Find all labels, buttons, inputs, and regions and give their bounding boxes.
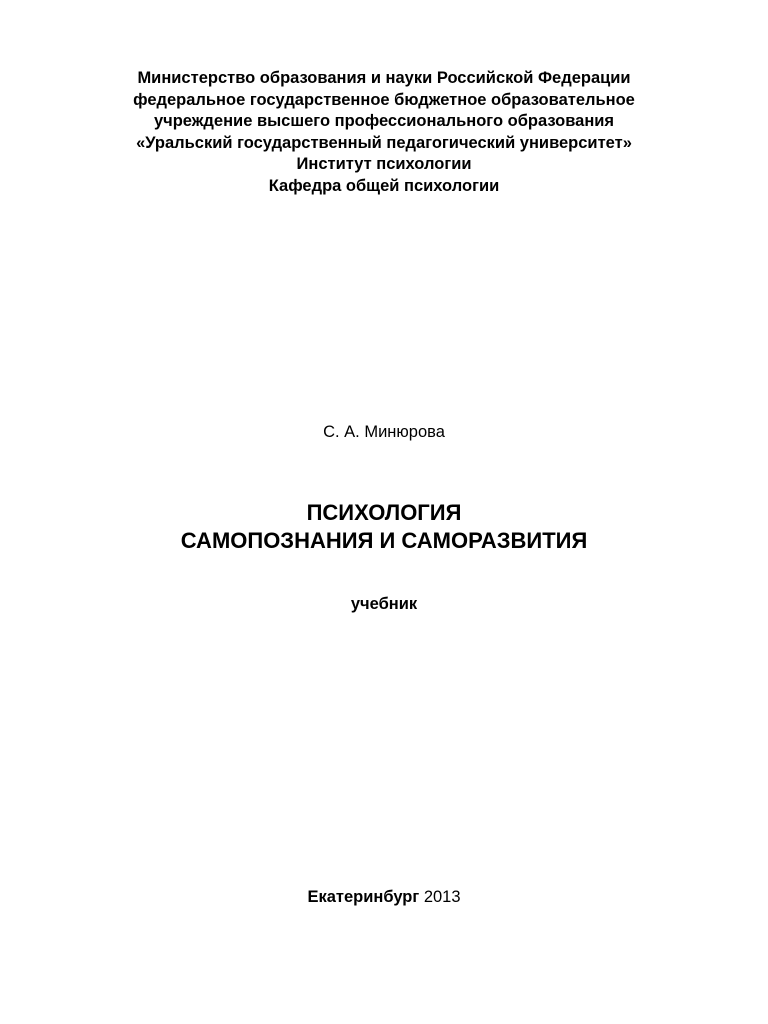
- title-line-2: САМОПОЗНАНИЯ И САМОРАЗВИТИЯ: [180, 528, 588, 553]
- institution-type-line-2: учреждение высшего профессионального образования: [153, 112, 615, 130]
- imprint-city: Екатеринбург: [307, 888, 420, 906]
- title-line-1: ПСИХОЛОГИЯ: [306, 500, 462, 525]
- institute-name: Институт психологии: [296, 155, 472, 173]
- document-type: учебник: [350, 595, 418, 613]
- imprint: [0, 887, 768, 908]
- author-name: С. А. Минюрова: [323, 423, 445, 441]
- university-name: «Уральский государственный педагогический университет»: [136, 133, 632, 152]
- institution-type-line-1: федеральное государственное бюджетное образовательное: [133, 90, 635, 109]
- institution-header: [0, 68, 768, 197]
- imprint-year: 2013: [423, 888, 461, 906]
- book-title: [0, 499, 768, 555]
- ministry-line: Министерство образования и науки Российской Федерации: [137, 69, 631, 87]
- department-name: Кафедра общей психологии: [268, 176, 500, 195]
